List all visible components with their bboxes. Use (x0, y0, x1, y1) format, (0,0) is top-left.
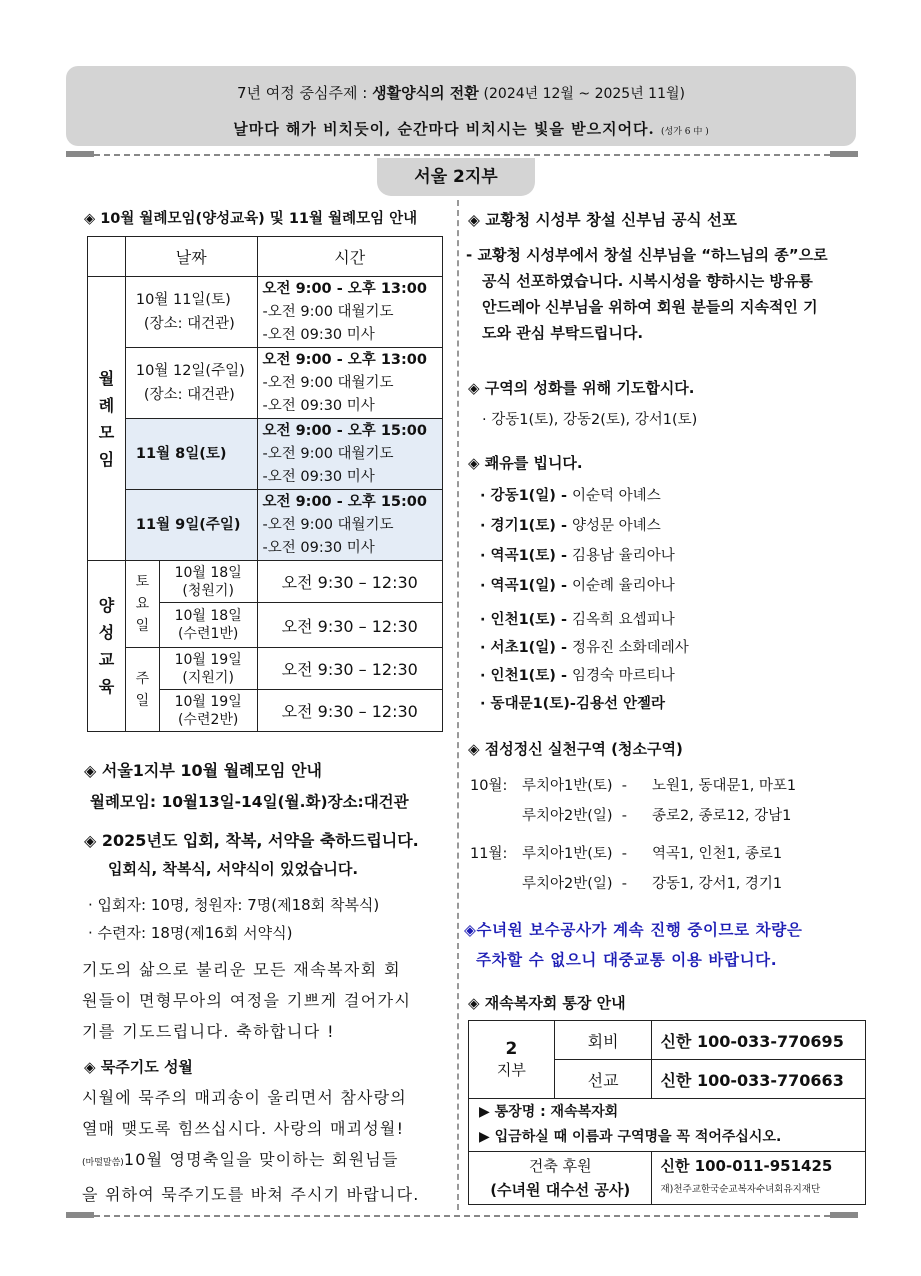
body-line: - 교황청 시성부에서 창설 신부님을 “하느님의 종”으로 (466, 246, 828, 264)
branch-title: 서울 2지부 (377, 158, 535, 196)
list-item (480, 636, 689, 664)
date-text: 10월 11일(토) (135, 292, 231, 308)
schedule-table (87, 236, 443, 732)
district-title: ◈ 구역의 성화를 위해 기도합시다. (468, 379, 695, 397)
account-notes (469, 1099, 866, 1152)
notice-line: 주차할 수 없으니 대중교통 이용 바랍니다. (476, 951, 778, 969)
healing-name: 임경숙 마르티나 (572, 668, 675, 684)
healing-group: · 역곡1(일) - (480, 578, 573, 594)
formation-time-cell: 오전 9:30 – 12:30 (257, 561, 442, 603)
top-divider (94, 154, 830, 156)
column-divider (457, 200, 459, 1210)
build-sub: (수녀원 대수선 공사) (490, 1181, 631, 1199)
healing-name: 정유진 소화데레사 (572, 640, 689, 656)
schedule-header-row (88, 237, 443, 277)
time-cell (257, 348, 442, 419)
time-detail: -오전 9:00 대월기도 (262, 374, 394, 391)
group-char: 육 (98, 677, 115, 696)
table-row (469, 1099, 866, 1152)
time-range: 오전 9:00 - 오후 15:00 (262, 493, 427, 510)
cleaning-group: 루치아2반(일) - (522, 808, 628, 824)
group-char: 월 (98, 368, 115, 388)
build-account: 신한 100-011-951425 (660, 1157, 833, 1175)
build-account-cell (652, 1152, 866, 1205)
healing-name: 양성문 아녜스 (572, 518, 661, 534)
list-item (470, 774, 796, 804)
body-line: 공식 선포하였습니다. 시복시성을 향하시는 방유룡 (482, 272, 813, 290)
time-cell (257, 419, 442, 490)
branch-number: 2 (505, 1039, 518, 1059)
paragraph-line: 열매 맺도록 힘쓰십시다. 사랑의 매괴성월! (82, 1119, 405, 1138)
list-item (480, 664, 689, 692)
seoul1-title: ◈ 서울1지부 10월 월례모임 안내 (84, 761, 323, 780)
cleaning-areas: 종로2, 종로12, 강남1 (652, 808, 792, 824)
body-line: 도와 관심 부탁드립니다. (482, 324, 644, 342)
date-cell (125, 277, 257, 348)
date-text: 10월 18일 (174, 608, 242, 624)
group-char: 임 (98, 449, 115, 469)
group-char: 모 (98, 422, 115, 442)
branch-cell (469, 1021, 555, 1099)
healing-name: 김용남 율리아나 (572, 548, 675, 564)
class-text: (지원기) (182, 669, 234, 686)
mission-label: 선교 (554, 1060, 652, 1099)
cleaning-list (470, 774, 796, 902)
list-item (470, 872, 796, 902)
account-note: ▶ 입금하실 때 이름과 구역명을 꼭 적어주십시오. (479, 1129, 782, 1145)
class-text: (수련1반) (177, 626, 239, 642)
verse-source: (성가 6 中 ) (661, 127, 709, 137)
time-cell (257, 277, 442, 348)
table-row (469, 1152, 866, 1205)
paragraph-line: 시월에 묵주의 매괴송이 울리면서 참사랑의 (82, 1088, 407, 1107)
formation-date-cell (159, 648, 257, 690)
body-line: 안드레아 신부님을 위하여 회원 분들의 지속적인 기 (482, 298, 818, 316)
healing-name: 이순덕 아녜스 (572, 488, 661, 504)
day-char: 일 (135, 692, 150, 709)
parking-notice (464, 915, 802, 975)
saturday-label (125, 561, 159, 648)
rule-end-right (830, 151, 858, 157)
paragraph-text: 10월 영명축일을 맞이하는 회원님들 (123, 1150, 399, 1169)
time-detail: -오전 09:30 미사 (262, 539, 375, 556)
table-row (88, 348, 443, 419)
date-cell: 11월 8일(토) (125, 419, 257, 490)
congrats-sub: 입회식, 착복식, 서약식이 있었습니다. (108, 860, 359, 878)
day-char: 일 (135, 618, 150, 634)
cleaning-group: 루치아1반(토) - (522, 846, 628, 862)
district-list: · 강동1(토), 강동2(토), 강서1(토) (482, 412, 698, 428)
table-row (88, 648, 443, 690)
healing-group: · 경기1(토) - (480, 518, 573, 534)
date-text: 10월 12일(주일) (135, 363, 245, 379)
date-text: 10월 19일 (174, 693, 242, 710)
day-char: 토 (135, 574, 150, 590)
time-detail: -오전 9:00 대월기도 (262, 303, 394, 320)
table-row (88, 419, 443, 490)
date-text: 10월 18일 (174, 564, 242, 581)
notice-line: ◈수녀원 보수공사가 계속 진행 중이므로 차량은 (464, 921, 803, 939)
seoul1-detail: 월례모임: 10월13일-14일(월.화)장소:대건관 (90, 793, 409, 811)
group-monthly-label (88, 277, 126, 561)
time-detail: -오전 09:30 미사 (262, 326, 375, 343)
rosary-small-note: (마떨말씀) (82, 1158, 124, 1168)
header-verse-line (106, 118, 836, 139)
build-owner: 재)천주교한국순교복자수녀회유지재단 (660, 1184, 821, 1195)
time-range: 오전 9:00 - 오후 13:00 (262, 351, 427, 368)
class-text: (수련2반) (177, 711, 239, 728)
list-item (470, 842, 796, 872)
header-date: 날짜 (125, 237, 257, 277)
theme-prefix: 7년 여정 중심주제 : (237, 84, 373, 102)
list-item (480, 574, 689, 608)
congrats-title: ◈ 2025년도 입회, 착복, 서약을 축하드립니다. (84, 831, 419, 850)
place-text: (장소: 대건관) (143, 316, 235, 332)
healing-group: · 강동1(일) - (480, 488, 573, 504)
time-detail: -오전 9:00 대월기도 (262, 516, 394, 533)
healing-title: ◈ 쾌유를 빕니다. (468, 454, 583, 472)
branch-label: 지부 (496, 1061, 526, 1079)
header-theme-line (66, 82, 856, 103)
theme-title: 생활양식의 전환 (372, 84, 479, 102)
cleaning-title: ◈ 점성정신 실천구역 (청소구역) (468, 740, 683, 758)
group-char: 례 (98, 395, 115, 415)
healing-group: · 인천1(토) - (480, 612, 573, 628)
congrats-item: · 입회자: 10명, 청원자: 7명(제18회 착복식) (88, 896, 380, 914)
cleaning-month: 10월: (470, 778, 508, 794)
fee-account: 신한 100-033-770695 (652, 1021, 866, 1060)
rule-end-left (66, 1212, 94, 1218)
paragraph-line: 을 위하여 묵주기도를 바쳐 주시기 바랍니다. (82, 1185, 420, 1204)
congrats-paragraph (82, 954, 411, 1047)
sunday-label (125, 648, 159, 732)
congrats-item: · 수련자: 18명(제16회 서약식) (88, 924, 293, 942)
verse-text: 날마다 해가 비치듯이, 순간마다 비치시는 빛을 받으지어다. (233, 120, 655, 138)
date-cell: 11월 9일(주일) (125, 490, 257, 561)
formation-date-cell (159, 690, 257, 732)
healing-name: 김용선 안젤라 (575, 696, 666, 712)
table-row (88, 561, 443, 603)
mission-account: 신한 100-033-770663 (652, 1060, 866, 1099)
fee-label: 회비 (554, 1021, 652, 1060)
cleaning-areas: 강동1, 강서1, 경기1 (652, 876, 783, 892)
list-item (480, 544, 689, 574)
formation-date-cell (159, 603, 257, 648)
group-char: 양 (98, 596, 115, 615)
vatican-title: ◈ 교황청 시성부 창설 신부님 공식 선포 (468, 211, 737, 229)
time-range: 오전 9:00 - 오후 15:00 (262, 422, 427, 439)
time-range: 오전 9:00 - 오후 13:00 (262, 280, 427, 297)
healing-name: 이순례 율리아나 (572, 578, 675, 594)
rule-end-right (830, 1212, 858, 1218)
rule-end-left (66, 151, 94, 157)
paragraph-line: 기도의 삶으로 불리운 모든 재속복자회 회 (82, 960, 401, 979)
time-detail: -오전 09:30 미사 (262, 468, 375, 485)
class-text: (청원기) (182, 582, 234, 599)
healing-group: · 동대문1(토)- (480, 696, 576, 712)
cleaning-group: 루치아1반(토) - (522, 778, 628, 794)
table-row (469, 1021, 866, 1060)
build-label: 건축 후원 (528, 1157, 592, 1175)
list-item (480, 514, 689, 544)
header-empty (88, 237, 126, 277)
group-formation-label (88, 561, 126, 732)
theme-period: (2024년 12월 ~ 2025년 11월) (483, 86, 685, 102)
rosary-title: ◈ 묵주기도 성월 (84, 1058, 193, 1076)
vatican-body (466, 242, 828, 346)
formation-time-cell: 오전 9:30 – 12:30 (257, 690, 442, 732)
place-text: (장소: 대건관) (143, 387, 235, 403)
date-cell (125, 348, 257, 419)
list-item (480, 484, 689, 514)
group-char: 교 (98, 650, 115, 669)
healing-group: · 인천1(토) - (480, 668, 573, 684)
cleaning-month: 11월: (470, 846, 508, 862)
paragraph-line (82, 1144, 420, 1179)
list-item (470, 804, 796, 842)
paragraph-line: 원들이 면형무아의 여정을 기쁘게 걸어가시 (82, 991, 412, 1010)
formation-date-cell (159, 561, 257, 603)
table-row (88, 490, 443, 561)
account-table (468, 1020, 866, 1205)
time-detail: -오전 09:30 미사 (262, 397, 375, 414)
healing-name: 김옥희 요셉피나 (572, 612, 675, 628)
build-cell (469, 1152, 652, 1205)
day-char: 주 (135, 670, 150, 687)
table-row (88, 277, 443, 348)
day-char: 요 (135, 596, 150, 612)
time-detail: -오전 9:00 대월기도 (262, 445, 394, 462)
cleaning-areas: 노원1, 동대문1, 마포1 (652, 778, 797, 794)
formation-time-cell: 오전 9:30 – 12:30 (257, 648, 442, 690)
paragraph-line: 기를 기도드립니다. 축하합니다 ! (82, 1022, 335, 1041)
account-title: ◈ 재속복자회 통장 안내 (468, 994, 626, 1012)
date-text: 10월 19일 (174, 651, 242, 668)
list-item (480, 692, 689, 720)
healing-group: · 서초1(일) - (480, 640, 573, 656)
bottom-divider (94, 1215, 830, 1217)
healing-list (480, 484, 689, 720)
header-banner (66, 66, 856, 146)
meeting-section-title: ◈ 10월 월례모임(양성교육) 및 11월 월례모임 안내 (84, 211, 418, 227)
time-cell (257, 490, 442, 561)
rosary-paragraph (82, 1082, 420, 1210)
cleaning-group: 루치아2반(일) - (522, 876, 628, 892)
list-item (480, 608, 689, 636)
group-char: 성 (98, 623, 115, 642)
cleaning-areas: 역곡1, 인천1, 종로1 (652, 846, 783, 862)
formation-time-cell: 오전 9:30 – 12:30 (257, 603, 442, 648)
healing-group: · 역곡1(토) - (480, 548, 573, 564)
account-note: ▶ 통장명 : 재속복자회 (479, 1104, 619, 1120)
header-time: 시간 (257, 237, 442, 277)
